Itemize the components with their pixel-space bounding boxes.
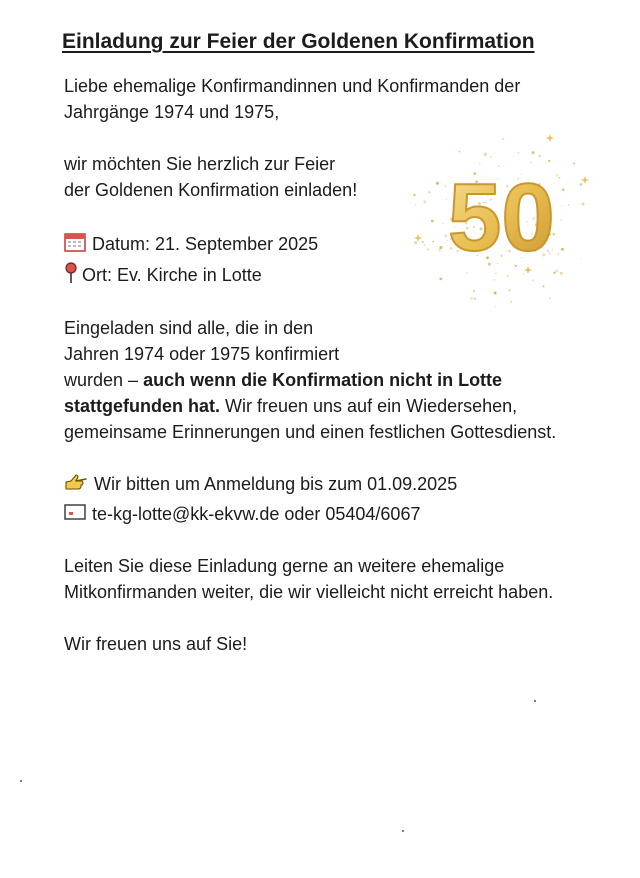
sparkle-dot — [559, 177, 561, 179]
sparkle-dot — [490, 156, 492, 158]
sparkle-dot — [523, 273, 525, 275]
sparkle-dot — [532, 151, 535, 154]
sparkle-dot — [467, 272, 468, 273]
sparkle-dot — [582, 202, 585, 205]
map-pin-icon — [64, 262, 78, 290]
sparkle-dot — [548, 160, 550, 162]
sparkle-dot — [484, 153, 487, 156]
sparkle-dot — [568, 204, 570, 206]
forward-line-2: Mitkonfirmanden weiter, die wir vielleicht nicht erreicht haben. — [64, 582, 554, 602]
scan-speck — [20, 780, 22, 782]
sparkle-dot — [413, 194, 415, 196]
closing-text: Wir freuen uns auf Sie! — [64, 634, 248, 654]
sparkle-dot — [562, 188, 565, 191]
invited-line-5: gemeinsame Erinnerungen und einen festlichen Gottesdienst. — [64, 422, 557, 442]
invited-line-3 — [64, 368, 502, 392]
sparkle-dot — [561, 205, 562, 206]
sparkle-dot — [518, 152, 519, 153]
deadline-row — [64, 472, 457, 497]
sparkle-dot — [556, 174, 559, 177]
sparkle-dot — [561, 219, 563, 221]
greeting-line-1: Liebe ehemalige Konfirmandinnen und Konfirmanden der — [64, 76, 521, 96]
golden-50-decoration — [410, 120, 600, 320]
sparkle-star — [414, 234, 422, 242]
sparkle-dot — [507, 275, 509, 277]
calendar-icon — [64, 232, 86, 258]
sparkle-dot — [560, 272, 563, 275]
sparkle-dot — [495, 306, 496, 307]
deadline-text: Wir bitten um Anmeldung bis zum 01.09.2025 — [94, 474, 458, 494]
invited-line-4 — [64, 394, 517, 418]
sparkle-dot — [494, 292, 497, 295]
date-text: Datum: 21. September 2025 — [92, 234, 319, 254]
sparkle-dot — [431, 220, 434, 223]
sparkle-dot — [423, 200, 426, 203]
sparkle-dot — [539, 155, 541, 157]
sparkle-dot — [470, 297, 473, 300]
sparkle-dot — [557, 253, 559, 255]
invited-line-4-plain: Wir freuen uns auf ein Wiedersehen, — [220, 396, 518, 416]
sparkle-dot — [439, 278, 442, 281]
sparkle-dot — [459, 151, 461, 153]
scan-speck — [402, 830, 404, 832]
scan-speck — [534, 700, 536, 702]
sparkle-dot — [415, 204, 416, 205]
greeting-line-2: Jahrgänge 1974 und 1975, — [64, 102, 280, 122]
forward-line-1: Leiten Sie diese Einladung gerne an weitere ehemalige — [64, 556, 505, 576]
sparkle-dot — [549, 297, 551, 299]
intro-line-1: wir möchten Sie herzlich zur Feier — [64, 154, 336, 174]
place-text: Ort: Ev. Kirche in Lotte — [82, 264, 262, 285]
date-row — [64, 232, 318, 258]
sparkle-dot — [502, 138, 504, 140]
contact-text: te-kg-lotte@kk-ekvw.de oder 05404/6067 — [92, 504, 421, 524]
sparkle-dot — [556, 269, 559, 272]
place-row — [64, 262, 262, 290]
pointing-hand-icon — [64, 473, 88, 497]
sparkle-dot — [579, 183, 582, 186]
sparkle-star — [546, 134, 554, 142]
invited-line-2: Jahren 1974 oder 1975 konfirmiert — [64, 344, 340, 364]
contact-row — [64, 502, 420, 527]
sparkle-dot — [473, 290, 475, 292]
sparkle-dot — [474, 298, 476, 300]
sparkle-dot — [423, 244, 425, 246]
number-50: 50 — [448, 164, 555, 271]
invited-line-3-bold: auch wenn die Konfirmation nicht in Lotte — [143, 370, 503, 390]
sparkle-star — [581, 176, 589, 184]
envelope-icon — [64, 503, 86, 527]
sparkle-dot — [427, 249, 429, 251]
sparkle-dot — [428, 191, 430, 193]
intro-line-2: der Goldenen Konfirmation einladen! — [64, 180, 358, 200]
sparkle-dot — [581, 258, 582, 259]
sparkle-dot — [494, 279, 495, 280]
sparkle-dot — [444, 185, 446, 187]
sparkle-dot — [446, 199, 447, 200]
invited-line-1: Eingeladen sind alle, die in den — [64, 318, 314, 338]
sparkle-dot — [542, 285, 544, 287]
sparkle-dot — [442, 223, 443, 224]
sparkle-dot — [495, 272, 497, 274]
sparkle-dot — [532, 280, 534, 282]
sparkle-dot — [436, 182, 439, 185]
sparkle-dot — [510, 301, 512, 303]
sparkle-dot — [573, 163, 575, 165]
sparkle-dot — [432, 241, 434, 243]
sparkle-dot — [561, 248, 564, 251]
sparkle-dot — [508, 289, 510, 291]
sparkle-dot — [553, 272, 555, 274]
sparkle-dot — [422, 241, 424, 243]
invited-line-4-bold: stattgefunden hat. — [64, 396, 220, 416]
sparkle-dot — [414, 241, 417, 244]
page-title: Einladung zur Feier der Goldenen Konfirmation — [62, 30, 535, 53]
sparkle-dot — [444, 234, 447, 237]
sparkle-dot — [438, 248, 441, 251]
invited-line-3-plain: wurden – — [64, 370, 144, 390]
